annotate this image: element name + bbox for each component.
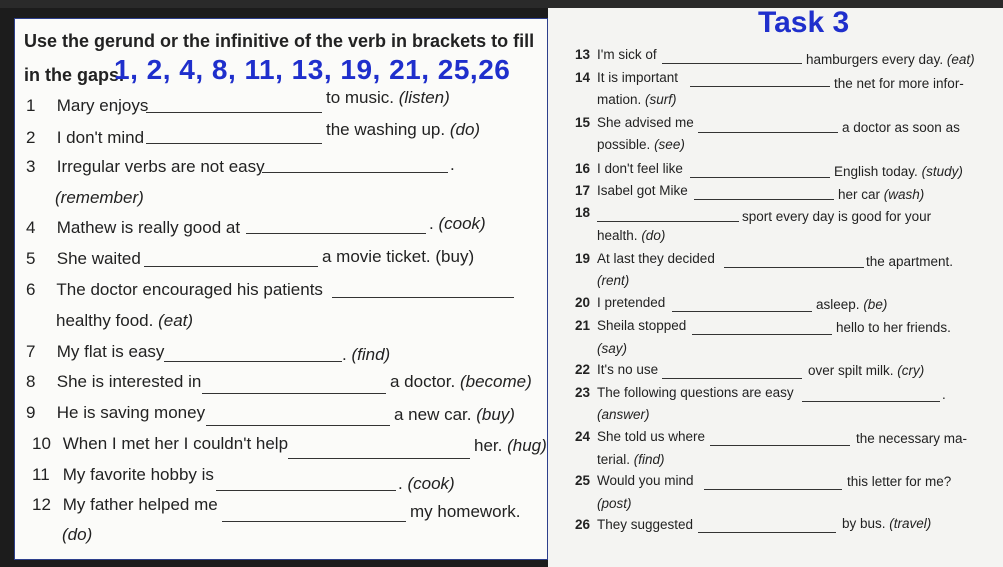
exercise-item-23: 23 The following questions are easy [575,385,794,400]
answer-blank[interactable] [672,311,812,312]
item-number: 12 [32,495,51,514]
exercise-item-5 [26,249,141,269]
exercise-item-4 [26,218,240,238]
task-title: Task 3 [758,6,850,39]
item-text-after: my homework. [410,502,521,521]
item-text-before: My flat is easy [56,342,165,361]
item-text-after: a doctor. (become) [390,372,532,391]
item-text-before: Irregular verbs are not easy [56,157,265,176]
exercise-item-14: 14 It is important [575,70,679,85]
verb-hint: (post) [597,496,632,511]
top-background-strip [0,0,1003,8]
item-number: 6 [26,280,36,299]
answer-blank[interactable] [164,361,342,362]
item-number: 5 [26,249,36,268]
item-text-before: The doctor encouraged his patients [56,280,323,299]
answer-blank[interactable] [690,177,830,178]
verb-hint: (cook) [438,214,486,233]
exercise-item-7 [26,342,164,362]
item-number: 7 [26,342,36,361]
verb-hint: (do) [62,525,93,544]
answer-blank[interactable] [222,521,406,522]
item-number: 8 [26,372,36,391]
item-text-after: the net for more infor- [834,76,964,91]
answer-blank[interactable] [202,393,386,394]
item-text-after: a movie ticket. (buy) [322,247,475,266]
item-text-after: sport every day is good for your [742,209,932,224]
item-text-after: her car (wash) [838,187,925,202]
item-text-after: . (cook) [429,214,486,233]
answer-blank[interactable] [206,425,390,426]
item-text-after: . (cook) [398,474,455,493]
answer-blank[interactable] [692,334,832,335]
answer-blank[interactable] [694,199,834,200]
verb-hint: (answer) [597,407,650,422]
item-text-after: over spilt milk. (cry) [808,363,925,378]
item-text-after: English today. (study) [834,164,963,179]
item-text-after: the necessary ma- [856,431,968,446]
item-text-before: Mary enjoys [56,96,149,115]
exercise-item-3 [26,157,265,177]
item-text-before: When I met her I couldn't help [62,434,289,453]
exercise-item-9 [26,403,205,423]
item-text-after: this letter for me? [847,474,952,489]
item-text-after: hamburgers every day. (eat) [806,52,975,67]
item-text-after: . [942,387,946,402]
item-text-before: He is saving money [56,403,206,422]
selected-items-note: 1, 2, 4, 8, 11, 13, 19, 21, 25,26 [114,54,511,85]
verb-hint: (become) [459,372,532,391]
answer-blank[interactable] [704,489,842,490]
item-text-after: her. (hug) [474,436,547,455]
exercise-item-6 [26,280,323,300]
item-text-before: She is interested in [56,372,202,391]
item-text-after: healthy food. (eat) [56,311,194,330]
verb-hint: (listen) [398,88,450,107]
verb-hint: (remember) [55,188,144,207]
exercise-item-11 [26,465,214,485]
item-continuation: possible. (see) [597,137,685,152]
exercise-item-20: 20 I pretended [575,295,666,310]
item-text-after: a doctor as soon as [842,120,960,135]
answer-blank[interactable] [662,63,802,64]
exercise-item-22: 22 It's no use [575,362,659,377]
item-text-after: asleep. (be) [816,297,888,312]
exercise-item-24: 24 She told us where [575,429,706,444]
answer-blank[interactable] [802,401,940,402]
item-text-before: I don't mind [56,128,145,147]
item-text-after: . (find) [342,345,391,364]
answer-blank[interactable] [288,458,470,459]
exercise-item-10 [26,434,288,454]
exercise-item-15: 15 She advised me [575,115,694,130]
verb-hint: (say) [597,341,627,356]
answer-blank[interactable] [144,266,318,267]
exercise-item-17: 17 Isabel got Mike [575,183,688,198]
item-number: 9 [26,403,36,422]
exercise-item-16: 16 I don't feel like [575,161,683,176]
item-text-after: a new car. (buy) [394,405,515,424]
answer-blank[interactable] [698,132,838,133]
answer-blank[interactable] [724,267,864,268]
exercise-item-25: 25 Would you mind [575,473,694,488]
item-text-before: She waited [56,249,141,268]
exercise-item-19: 19 At last they decided [575,251,715,266]
item-text-before: My father helped me [62,495,218,514]
item-continuation: terial. (find) [597,452,665,467]
item-continuation: mation. (surf) [597,92,677,107]
answer-blank[interactable] [690,86,830,87]
verb-hint: (eat) [158,311,194,330]
exercise-item-2 [26,128,144,148]
item-number: 10 [32,434,51,453]
answer-blank[interactable] [332,297,514,298]
item-continuation: health. (do) [597,228,666,243]
verb-hint: (rent) [597,273,630,288]
answer-blank[interactable] [262,172,448,173]
item-text-after: to music. (listen) [326,88,450,107]
item-text-after: by bus. (travel) [842,516,932,531]
exercise-item-13: 13 I'm sick of [575,47,657,62]
verb-hint: (do) [449,120,481,139]
verb-hint: (hug) [507,436,547,455]
exercise-item-1 [26,96,148,116]
instruction-line-2: in the gaps. [24,65,125,85]
answer-blank[interactable] [146,143,322,144]
item-number: 3 [26,157,36,176]
answer-blank[interactable] [710,445,850,446]
item-text-after: hello to her friends. [836,320,951,335]
item-text-before: My favorite hobby is [62,465,214,484]
verb-hint: (buy) [476,405,515,424]
item-number: 11 [32,465,50,484]
verb-hint: (cook) [407,474,455,493]
answer-blank[interactable] [246,233,426,234]
answer-blank[interactable] [698,532,836,533]
answer-blank[interactable] [216,490,396,491]
item-number: 1 [26,96,36,115]
item-number: 2 [26,128,36,147]
item-text-after: . [450,155,455,174]
answer-blank[interactable] [662,378,802,379]
exercise-item-21: 21 Sheila stopped [575,318,687,333]
item-text-before: Mathew is really good at [56,218,241,237]
instruction-line-1: Use the gerund or the infinitive of the verb in brackets to fill [24,31,535,51]
answer-blank[interactable] [597,221,739,222]
verb-hint: (buy) [435,247,475,266]
verb-hint: (find) [351,345,391,364]
item-text-after: the apartment. [866,254,954,269]
exercise-item-12 [26,495,218,515]
exercise-item-18: 18 [575,205,591,220]
item-number: 4 [26,218,36,237]
answer-blank[interactable] [146,112,322,113]
item-text-after: the washing up. (do) [326,120,481,139]
exercise-item-8 [26,372,201,392]
exercise-item-26: 26 They suggested [575,517,694,532]
